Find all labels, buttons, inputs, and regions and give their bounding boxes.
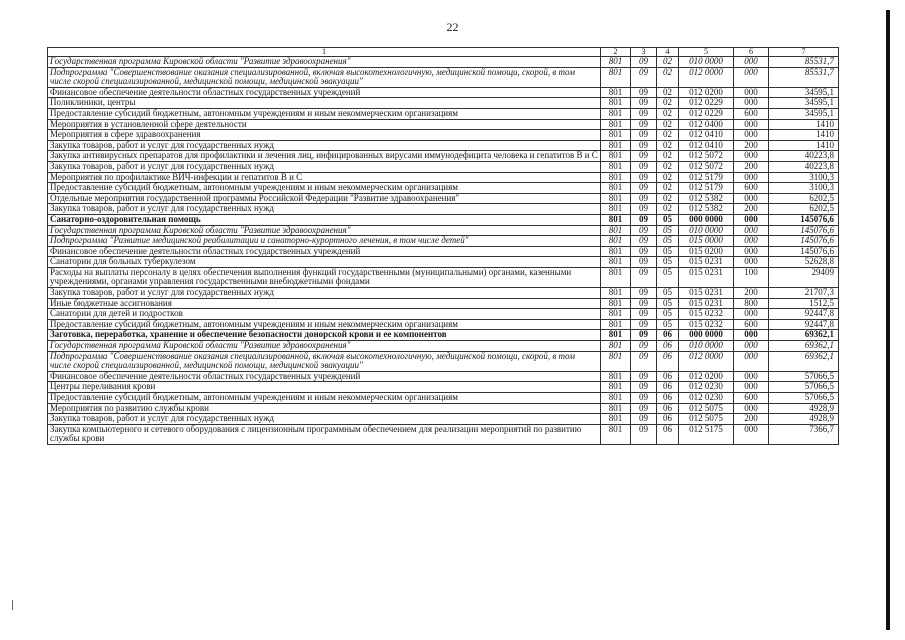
row-amount-cell: 29409 <box>769 267 839 287</box>
row-ministry-cell: 801 <box>601 161 631 172</box>
row-ministry-cell: 801 <box>601 236 631 247</box>
table-row <box>48 87 839 98</box>
row-amount-cell: 21707,3 <box>769 288 839 299</box>
row-target-article-cell: 015 0231 <box>679 298 734 309</box>
row-subsection-cell: 06 <box>657 351 679 371</box>
row-subsection-cell: 02 <box>657 98 679 109</box>
row-amount-cell: 145076,6 <box>769 214 839 225</box>
row-section-cell: 09 <box>631 382 657 393</box>
row-section-cell: 09 <box>631 236 657 247</box>
row-subsection-cell: 05 <box>657 267 679 287</box>
row-amount-cell: 3100,3 <box>769 183 839 194</box>
row-section-cell: 09 <box>631 193 657 204</box>
table-row <box>48 214 839 225</box>
row-ministry-cell: 801 <box>601 151 631 162</box>
row-section-cell: 09 <box>631 161 657 172</box>
table-row <box>48 257 839 268</box>
table-row <box>48 183 839 194</box>
table-row <box>48 371 839 382</box>
row-expense-type-cell: 200 <box>734 288 769 299</box>
row-expense-type-cell: 000 <box>734 403 769 414</box>
row-expense-type-cell: 000 <box>734 309 769 320</box>
row-section-cell: 09 <box>631 341 657 352</box>
row-ministry-cell: 801 <box>601 225 631 236</box>
row-ministry-cell: 801 <box>601 204 631 215</box>
row-target-article-cell: 010 0000 <box>679 57 734 68</box>
row-ministry-cell: 801 <box>601 67 631 87</box>
table-row <box>48 341 839 352</box>
table-row <box>48 330 839 341</box>
row-amount-cell: 7366,7 <box>769 424 839 444</box>
row-ministry-cell: 801 <box>601 119 631 130</box>
row-target-article-cell: 015 0231 <box>679 267 734 287</box>
row-expense-type-cell: 100 <box>734 267 769 287</box>
row-amount-cell: 57066,5 <box>769 393 839 404</box>
row-ministry-cell: 801 <box>601 309 631 320</box>
row-subsection-cell: 05 <box>657 298 679 309</box>
row-target-article-cell: 012 0230 <box>679 393 734 404</box>
row-name-cell: Закупка компьютерного и сетевого оборудования с лицензионным программным обеспечением для реализации мероприятий по развитию службы крови <box>48 424 601 444</box>
page-edge-bar <box>886 10 890 630</box>
margin-mark <box>12 600 16 610</box>
row-name-cell: Закупка антивирусных препаратов для профилактики и лечения лиц, инфицированных вирусами иммунодефицита человека и гепатитов B и C <box>48 151 601 162</box>
row-ministry-cell: 801 <box>601 351 631 371</box>
header-cell-section: 3 <box>631 48 657 57</box>
row-section-cell: 09 <box>631 172 657 183</box>
row-section-cell: 09 <box>631 98 657 109</box>
row-amount-cell: 57066,5 <box>769 371 839 382</box>
row-name-cell: Закупка товаров, работ и услуг для государственных нужд <box>48 204 601 215</box>
row-expense-type-cell: 000 <box>734 98 769 109</box>
row-target-article-cell: 015 0231 <box>679 288 734 299</box>
row-section-cell: 09 <box>631 183 657 194</box>
table-row <box>48 108 839 119</box>
row-amount-cell: 1410 <box>769 119 839 130</box>
table-row <box>48 393 839 404</box>
row-target-article-cell: 012 0000 <box>679 67 734 87</box>
row-amount-cell: 34595,1 <box>769 87 839 98</box>
row-expense-type-cell: 200 <box>734 204 769 215</box>
row-expense-type-cell: 000 <box>734 246 769 257</box>
row-target-article-cell: 012 0400 <box>679 119 734 130</box>
table-row <box>48 403 839 414</box>
row-subsection-cell: 05 <box>657 288 679 299</box>
row-subsection-cell: 05 <box>657 236 679 247</box>
row-subsection-cell: 02 <box>657 172 679 183</box>
row-target-article-cell: 012 5075 <box>679 414 734 425</box>
row-subsection-cell: 02 <box>657 151 679 162</box>
row-name-cell: Предоставление субсидий бюджетным, автономным учреждениям и иным некоммерческим организациям <box>48 108 601 119</box>
row-name-cell: Мероприятия в установленной сфере деятельности <box>48 119 601 130</box>
table-row <box>48 319 839 330</box>
row-expense-type-cell: 000 <box>734 341 769 352</box>
row-subsection-cell: 05 <box>657 214 679 225</box>
row-section-cell: 09 <box>631 57 657 68</box>
row-name-cell: Предоставление субсидий бюджетным, автономным учреждениям и иным некоммерческим организациям <box>48 319 601 330</box>
row-name-cell: Санаторно-оздоровительная помощь <box>48 214 601 225</box>
row-section-cell: 09 <box>631 319 657 330</box>
row-expense-type-cell: 000 <box>734 257 769 268</box>
row-target-article-cell: 012 5179 <box>679 172 734 183</box>
row-target-article-cell: 012 0200 <box>679 371 734 382</box>
row-amount-cell: 145076,6 <box>769 236 839 247</box>
row-name-cell: Государственная программа Кировской области "Развитие здравоохранения" <box>48 57 601 68</box>
row-ministry-cell: 801 <box>601 319 631 330</box>
row-name-cell: Иные бюджетные ассигнования <box>48 298 601 309</box>
table-row <box>48 288 839 299</box>
row-target-article-cell: 010 0000 <box>679 341 734 352</box>
row-name-cell: Государственная программа Кировской области "Развитие здравоохранения" <box>48 341 601 352</box>
row-section-cell: 09 <box>631 130 657 141</box>
row-section-cell: 09 <box>631 87 657 98</box>
row-section-cell: 09 <box>631 424 657 444</box>
row-amount-cell: 52628,8 <box>769 257 839 268</box>
row-ministry-cell: 801 <box>601 257 631 268</box>
row-section-cell: 09 <box>631 204 657 215</box>
row-name-cell: Подпрограмма "Совершенствование оказания специализированной, включая высокотехнологичную, медицинской помощи, скорой, в том числе скорой специализированной, медицинской помощи, медицинской эвакуации" <box>48 351 601 371</box>
row-subsection-cell: 02 <box>657 57 679 68</box>
row-amount-cell: 4928,9 <box>769 414 839 425</box>
row-expense-type-cell: 000 <box>734 87 769 98</box>
row-subsection-cell: 06 <box>657 330 679 341</box>
row-ministry-cell: 801 <box>601 172 631 183</box>
row-subsection-cell: 06 <box>657 393 679 404</box>
row-subsection-cell: 02 <box>657 108 679 119</box>
row-subsection-cell: 02 <box>657 161 679 172</box>
row-section-cell: 09 <box>631 151 657 162</box>
row-amount-cell: 4928,9 <box>769 403 839 414</box>
row-target-article-cell: 012 0410 <box>679 140 734 151</box>
row-target-article-cell: 012 0229 <box>679 108 734 119</box>
row-name-cell: Санатории для детей и подростков <box>48 309 601 320</box>
row-subsection-cell: 02 <box>657 87 679 98</box>
table-row <box>48 67 839 87</box>
row-name-cell: Закупка товаров, работ и услуг для государственных нужд <box>48 140 601 151</box>
row-target-article-cell: 000 0000 <box>679 214 734 225</box>
row-subsection-cell: 06 <box>657 424 679 444</box>
header-cell-ministry: 2 <box>601 48 631 57</box>
row-subsection-cell: 06 <box>657 382 679 393</box>
row-ministry-cell: 801 <box>601 371 631 382</box>
row-amount-cell: 92447,8 <box>769 319 839 330</box>
row-section-cell: 09 <box>631 403 657 414</box>
table-row <box>48 98 839 109</box>
row-ministry-cell: 801 <box>601 98 631 109</box>
row-target-article-cell: 012 5072 <box>679 161 734 172</box>
table-row <box>48 236 839 247</box>
row-target-article-cell: 015 0000 <box>679 236 734 247</box>
row-expense-type-cell: 000 <box>734 236 769 247</box>
row-expense-type-cell: 600 <box>734 183 769 194</box>
row-amount-cell: 3100,3 <box>769 172 839 183</box>
row-name-cell: Подпрограмма "Совершенствование оказания специализированной, включая высокотехнологичную, медицинской помощи, скорой, в том числе скорой специализированной, медицинской помощи, медицинской эвакуации" <box>48 67 601 87</box>
row-section-cell: 09 <box>631 119 657 130</box>
row-amount-cell: 6202,5 <box>769 193 839 204</box>
row-target-article-cell: 012 0230 <box>679 382 734 393</box>
row-name-cell: Закупка товаров, работ и услуг для государственных нужд <box>48 161 601 172</box>
row-ministry-cell: 801 <box>601 183 631 194</box>
row-expense-type-cell: 000 <box>734 424 769 444</box>
row-name-cell: Предоставление субсидий бюджетным, автономным учреждениям и иным некоммерческим организациям <box>48 393 601 404</box>
row-ministry-cell: 801 <box>601 130 631 141</box>
row-target-article-cell: 012 5179 <box>679 183 734 194</box>
row-section-cell: 09 <box>631 393 657 404</box>
row-section-cell: 09 <box>631 414 657 425</box>
row-amount-cell: 40223,8 <box>769 161 839 172</box>
row-section-cell: 09 <box>631 351 657 371</box>
row-expense-type-cell: 600 <box>734 108 769 119</box>
table-row <box>48 309 839 320</box>
row-ministry-cell: 801 <box>601 403 631 414</box>
row-subsection-cell: 06 <box>657 403 679 414</box>
row-subsection-cell: 05 <box>657 225 679 236</box>
row-subsection-cell: 02 <box>657 140 679 151</box>
row-subsection-cell: 02 <box>657 204 679 215</box>
row-amount-cell: 92447,8 <box>769 309 839 320</box>
row-section-cell: 09 <box>631 257 657 268</box>
row-subsection-cell: 06 <box>657 371 679 382</box>
row-ministry-cell: 801 <box>601 193 631 204</box>
row-section-cell: 09 <box>631 309 657 320</box>
row-name-cell: Государственная программа Кировской области "Развитие здравоохранения" <box>48 225 601 236</box>
row-ministry-cell: 801 <box>601 214 631 225</box>
row-name-cell: Мероприятия по развитию службы крови <box>48 403 601 414</box>
row-name-cell: Расходы на выплаты персоналу в целях обеспечения выполнения функций государственными (муниципальными) органами, казенными учреждениями, органами управления государственными внебюджетными фондами <box>48 267 601 287</box>
row-ministry-cell: 801 <box>601 288 631 299</box>
row-target-article-cell: 012 5175 <box>679 424 734 444</box>
row-amount-cell: 1512,5 <box>769 298 839 309</box>
row-subsection-cell: 02 <box>657 67 679 87</box>
row-target-article-cell: 012 0000 <box>679 351 734 371</box>
row-expense-type-cell: 000 <box>734 57 769 68</box>
table-row <box>48 351 839 371</box>
row-name-cell: Санатории для больных туберкулезом <box>48 257 601 268</box>
row-section-cell: 09 <box>631 267 657 287</box>
row-target-article-cell: 012 5382 <box>679 193 734 204</box>
row-name-cell: Мероприятия в сфере здравоохранения <box>48 130 601 141</box>
row-section-cell: 09 <box>631 67 657 87</box>
row-ministry-cell: 801 <box>601 140 631 151</box>
header-cell-subsection: 4 <box>657 48 679 57</box>
row-section-cell: 09 <box>631 246 657 257</box>
row-name-cell: Подпрограмма "Развитие медицинской реабилитации и санаторно-курортного лечения, в том числе детей" <box>48 236 601 247</box>
row-name-cell: Центры переливания крови <box>48 382 601 393</box>
row-subsection-cell: 05 <box>657 309 679 320</box>
table-row <box>48 246 839 257</box>
row-section-cell: 09 <box>631 330 657 341</box>
row-ministry-cell: 801 <box>601 341 631 352</box>
row-expense-type-cell: 200 <box>734 414 769 425</box>
table-row <box>48 119 839 130</box>
row-expense-type-cell: 000 <box>734 351 769 371</box>
row-section-cell: 09 <box>631 214 657 225</box>
row-amount-cell: 1410 <box>769 130 839 141</box>
header-cell-amount: 7 <box>769 48 839 57</box>
table-row <box>48 424 839 444</box>
row-target-article-cell: 015 0200 <box>679 246 734 257</box>
row-section-cell: 09 <box>631 108 657 119</box>
row-expense-type-cell: 000 <box>734 67 769 87</box>
row-subsection-cell: 06 <box>657 414 679 425</box>
header-cell-expense-type: 6 <box>734 48 769 57</box>
row-section-cell: 09 <box>631 371 657 382</box>
row-subsection-cell: 05 <box>657 319 679 330</box>
table-row <box>48 382 839 393</box>
row-name-cell: Финансовое обеспечение деятельности областных государственных учреждений <box>48 371 601 382</box>
row-name-cell: Финансовое обеспечение деятельности областных государственных учреждений <box>48 246 601 257</box>
row-expense-type-cell: 000 <box>734 225 769 236</box>
row-subsection-cell: 02 <box>657 130 679 141</box>
row-subsection-cell: 02 <box>657 193 679 204</box>
row-ministry-cell: 801 <box>601 414 631 425</box>
header-cell-target-article: 5 <box>679 48 734 57</box>
row-name-cell: Заготовка, переработка, хранение и обеспечение безопасности донорской крови и ее компонентов <box>48 330 601 341</box>
row-expense-type-cell: 200 <box>734 140 769 151</box>
row-ministry-cell: 801 <box>601 298 631 309</box>
row-ministry-cell: 801 <box>601 108 631 119</box>
row-section-cell: 09 <box>631 140 657 151</box>
row-expense-type-cell: 000 <box>734 130 769 141</box>
table-row <box>48 204 839 215</box>
row-ministry-cell: 801 <box>601 382 631 393</box>
row-target-article-cell: 012 0410 <box>679 130 734 141</box>
row-amount-cell: 57066,5 <box>769 382 839 393</box>
row-target-article-cell: 012 0229 <box>679 98 734 109</box>
row-section-cell: 09 <box>631 225 657 236</box>
row-ministry-cell: 801 <box>601 393 631 404</box>
row-expense-type-cell: 000 <box>734 193 769 204</box>
row-subsection-cell: 02 <box>657 183 679 194</box>
row-name-cell: Закупка товаров, работ и услуг для государственных нужд <box>48 414 601 425</box>
row-amount-cell: 69362,1 <box>769 351 839 371</box>
page-number: 22 <box>446 20 459 34</box>
row-name-cell: Закупка товаров, работ и услуг для государственных нужд <box>48 288 601 299</box>
budget-table <box>47 47 839 445</box>
row-section-cell: 09 <box>631 288 657 299</box>
budget-table-body <box>48 48 839 445</box>
table-row <box>48 151 839 162</box>
row-subsection-cell: 02 <box>657 119 679 130</box>
row-target-article-cell: 012 0200 <box>679 87 734 98</box>
table-row <box>48 140 839 151</box>
row-expense-type-cell: 000 <box>734 151 769 162</box>
row-expense-type-cell: 000 <box>734 371 769 382</box>
header-cell-name: 1 <box>48 48 601 57</box>
row-expense-type-cell: 200 <box>734 161 769 172</box>
row-amount-cell: 85531,7 <box>769 57 839 68</box>
table-row <box>48 414 839 425</box>
row-ministry-cell: 801 <box>601 267 631 287</box>
row-amount-cell: 34595,1 <box>769 98 839 109</box>
row-expense-type-cell: 000 <box>734 382 769 393</box>
table-row <box>48 57 839 68</box>
row-target-article-cell: 015 0232 <box>679 319 734 330</box>
row-amount-cell: 6202,5 <box>769 204 839 215</box>
row-expense-type-cell: 000 <box>734 214 769 225</box>
row-amount-cell: 85531,7 <box>769 67 839 87</box>
row-target-article-cell: 012 5075 <box>679 403 734 414</box>
table-row <box>48 193 839 204</box>
row-expense-type-cell: 600 <box>734 393 769 404</box>
table-row <box>48 161 839 172</box>
table-row <box>48 298 839 309</box>
row-ministry-cell: 801 <box>601 330 631 341</box>
row-target-article-cell: 015 0232 <box>679 309 734 320</box>
row-ministry-cell: 801 <box>601 57 631 68</box>
row-subsection-cell: 05 <box>657 257 679 268</box>
row-target-article-cell: 012 5072 <box>679 151 734 162</box>
row-target-article-cell: 012 5382 <box>679 204 734 215</box>
row-name-cell: Поликлиники, центры <box>48 98 601 109</box>
table-row <box>48 267 839 287</box>
row-name-cell: Мероприятия по профилактике ВИЧ-инфекции и гепатитов B и C <box>48 172 601 183</box>
row-amount-cell: 69362,1 <box>769 330 839 341</box>
table-row <box>48 130 839 141</box>
row-section-cell: 09 <box>631 298 657 309</box>
row-amount-cell: 34595,1 <box>769 108 839 119</box>
row-expense-type-cell: 000 <box>734 119 769 130</box>
table-row <box>48 225 839 236</box>
row-name-cell: Отдельные мероприятия государственной программы Российской Федерации "Развитие здравоохранения" <box>48 193 601 204</box>
row-expense-type-cell: 800 <box>734 298 769 309</box>
row-expense-type-cell: 000 <box>734 330 769 341</box>
row-amount-cell: 40223,8 <box>769 151 839 162</box>
row-subsection-cell: 06 <box>657 341 679 352</box>
table-header-row <box>48 48 839 57</box>
row-name-cell: Финансовое обеспечение деятельности областных государственных учреждений <box>48 87 601 98</box>
row-subsection-cell: 05 <box>657 246 679 257</box>
row-target-article-cell: 015 0231 <box>679 257 734 268</box>
row-amount-cell: 69362,1 <box>769 341 839 352</box>
row-expense-type-cell: 000 <box>734 172 769 183</box>
row-ministry-cell: 801 <box>601 87 631 98</box>
row-amount-cell: 1410 <box>769 140 839 151</box>
row-amount-cell: 145076,6 <box>769 246 839 257</box>
row-amount-cell: 145076,6 <box>769 225 839 236</box>
table-row <box>48 172 839 183</box>
row-ministry-cell: 801 <box>601 246 631 257</box>
row-ministry-cell: 801 <box>601 424 631 444</box>
row-name-cell: Предоставление субсидий бюджетным, автономным учреждениям и иным некоммерческим организациям <box>48 183 601 194</box>
row-target-article-cell: 010 0000 <box>679 225 734 236</box>
row-target-article-cell: 000 0000 <box>679 330 734 341</box>
row-expense-type-cell: 600 <box>734 319 769 330</box>
